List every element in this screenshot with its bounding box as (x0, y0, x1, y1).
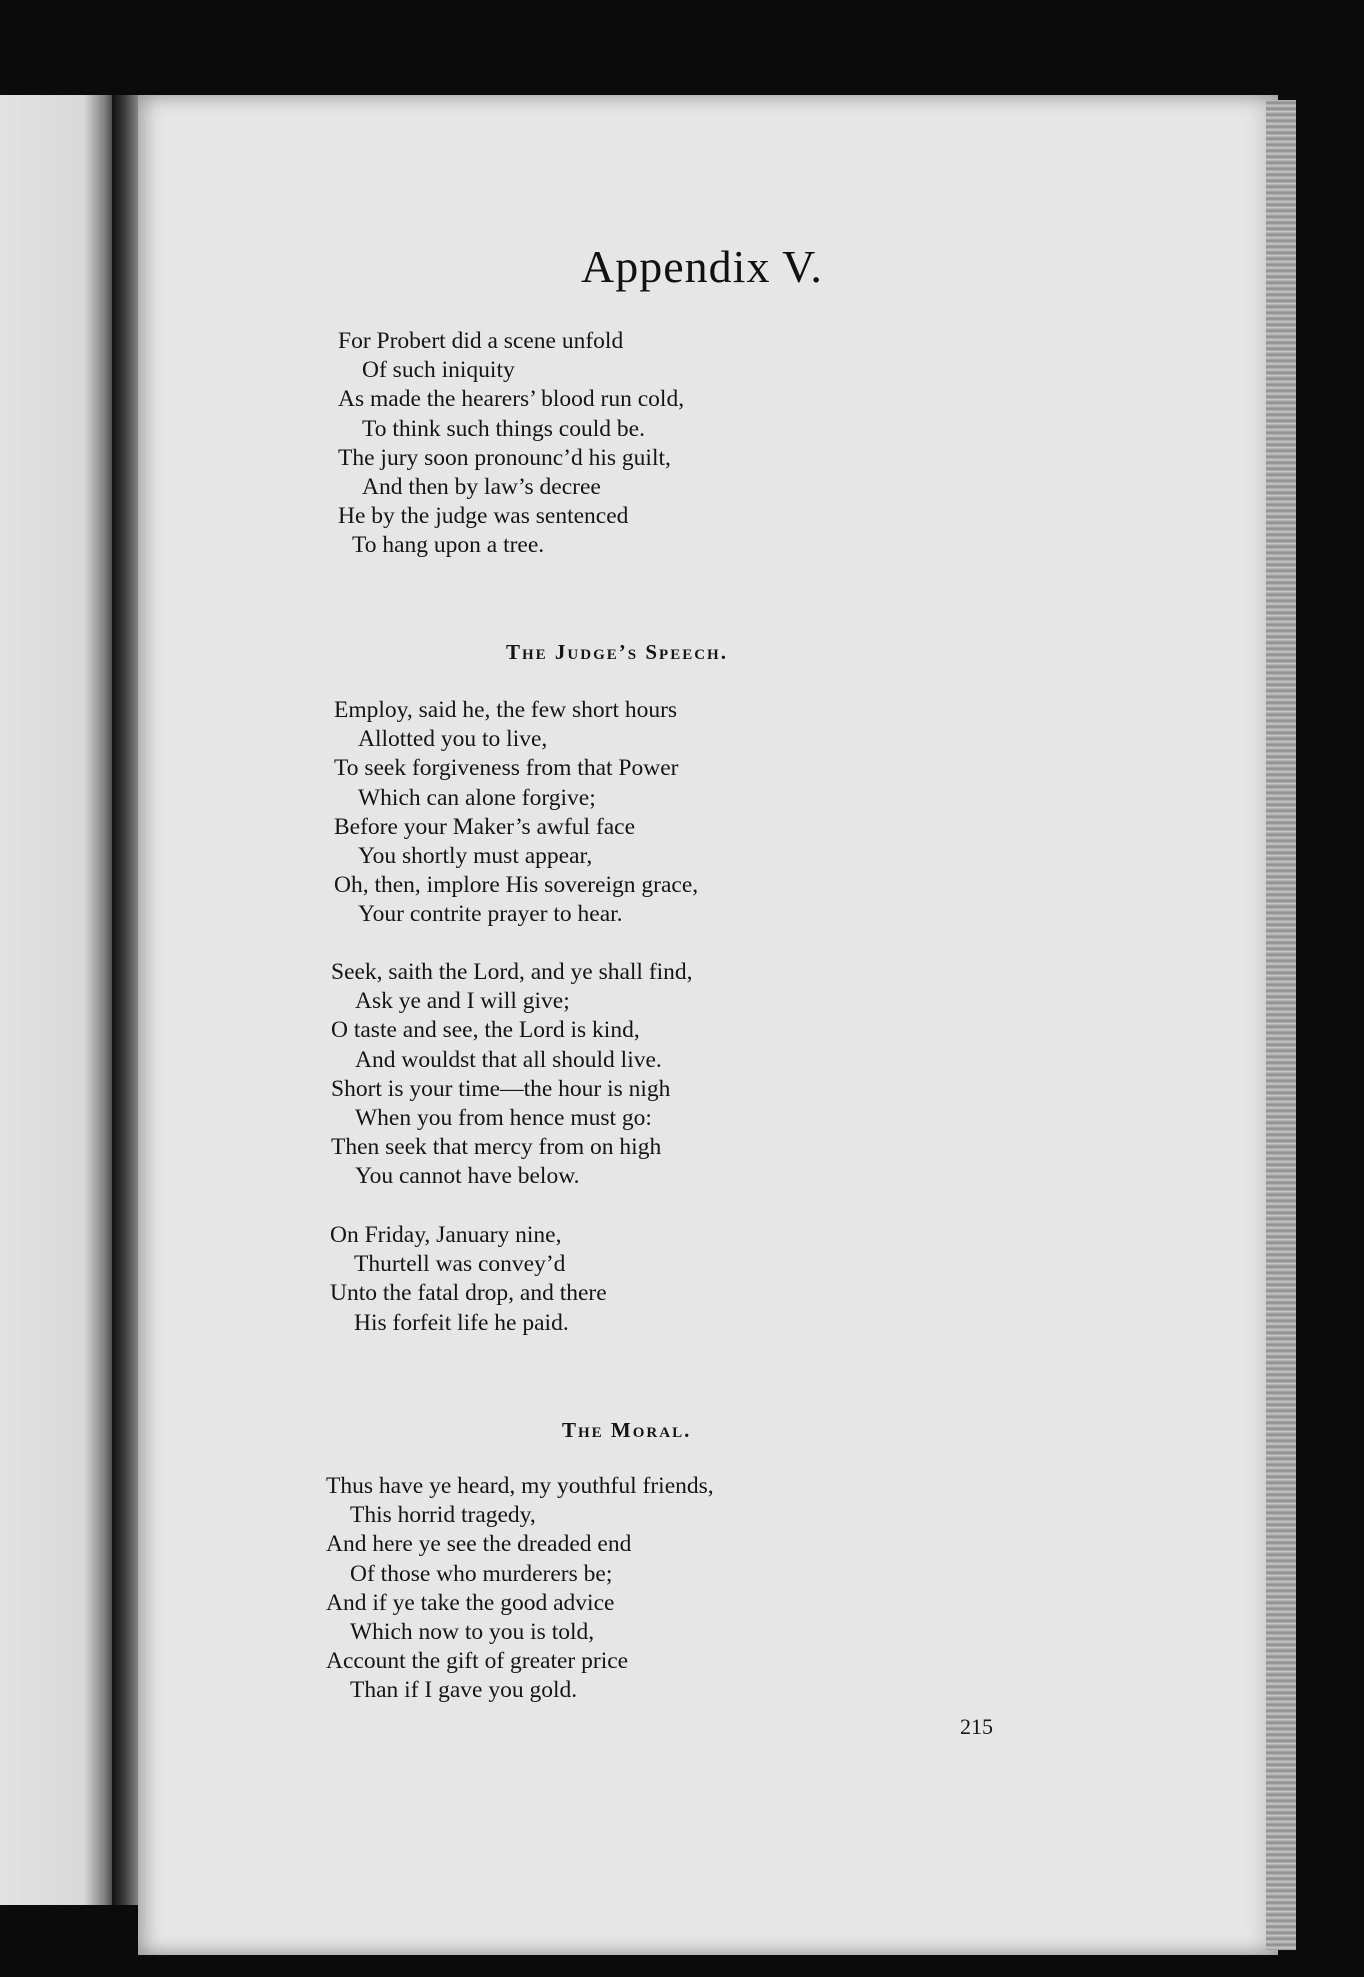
verse-line: When you from hence must go: (355, 1105, 652, 1132)
verse-line: O taste and see, the Lord is kind, (331, 1017, 640, 1044)
verse-line: Allotted you to live, (358, 726, 548, 753)
verse-line: Then seek that mercy from on high (331, 1134, 662, 1161)
section-heading-judges-speech: The Judge’s Speech. (506, 640, 728, 664)
section-heading-moral: The Moral. (562, 1418, 692, 1442)
verse-line: Of such iniquity (362, 357, 515, 384)
stanza-2 (334, 696, 698, 930)
verse-line: As made the hearers’ blood run cold, (338, 386, 685, 413)
page-title: Appendix V. (581, 241, 823, 292)
page-number: 215 (960, 1714, 993, 1739)
verse-line: Short is your time—the hour is nigh (331, 1075, 671, 1102)
verse-line: Your contrite prayer to hear. (358, 901, 623, 928)
verse-line: Which now to you is told, (350, 1619, 595, 1646)
stanza-3 (331, 958, 693, 1192)
verse-line: To seek forgiveness from that Power (334, 755, 679, 782)
verse-line: And wouldst that all should live. (355, 1046, 662, 1073)
verse-line: He by the judge was sentenced (338, 503, 629, 530)
verse-line: And if ye take the good advice (326, 1589, 615, 1616)
verse-line: Thus have ye heard, my youthful friends, (326, 1473, 714, 1499)
verse-line: Ask ye and I will give; (355, 988, 570, 1015)
stanza-4 (330, 1221, 607, 1338)
stanza-1 (338, 327, 684, 561)
page-fore-edge (1266, 100, 1296, 1950)
verse-line: Which can alone forgive; (358, 784, 596, 811)
verse-line: To hang upon a tree. (352, 532, 545, 559)
verse-line: Before your Maker’s awful face (334, 813, 636, 840)
verse-line: His forfeit life he paid. (354, 1309, 569, 1336)
verse-line: The jury soon pronounc’d his guilt, (338, 444, 671, 471)
verse-line: For Probert did a scene unfold (338, 328, 624, 354)
stanza-5 (326, 1472, 714, 1706)
verse-line: On Friday, January nine, (330, 1222, 562, 1248)
verse-line: You shortly must appear, (358, 843, 593, 870)
verse-line: Unto the fatal drop, and there (330, 1280, 607, 1307)
verse-line: Account the gift of greater price (326, 1648, 629, 1675)
verse-line: You cannot have below. (355, 1163, 580, 1190)
verse-line: Of those who murderers be; (350, 1560, 613, 1587)
verse-line: This horrid tragedy, (350, 1502, 536, 1529)
verse-line: Seek, saith the Lord, and ye shall find, (331, 959, 693, 985)
left-page-edge (0, 95, 120, 1905)
verse-line: Employ, said he, the few short hours (334, 697, 678, 723)
verse-line: And here ye see the dreaded end (326, 1531, 632, 1558)
verse-line: Thurtell was convey’d (354, 1251, 566, 1278)
verse-line: Than if I gave you gold. (350, 1677, 578, 1704)
verse-line: Oh, then, implore His sovereign grace, (334, 872, 699, 899)
verse-line: To think such things could be. (362, 415, 645, 442)
verse-line: And then by law’s decree (362, 474, 601, 501)
